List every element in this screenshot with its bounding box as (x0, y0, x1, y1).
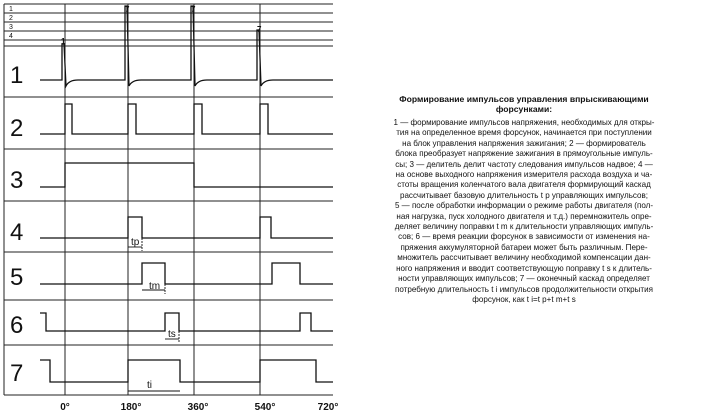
angle-label-720: 720° (317, 402, 339, 413)
angle-label-0: 0° (60, 402, 70, 413)
marker-7-c: 7 (257, 25, 262, 34)
marker-7-b: 7 (191, 5, 196, 14)
marker-7-a: 7 (125, 5, 130, 14)
row-label-2: 2 (10, 115, 24, 142)
waveforms (40, 6, 333, 382)
small-row-label-2: 2 (9, 15, 13, 22)
interval-labels (131, 237, 176, 391)
caption-line: рассчитывает базовую длительность t р управляющих импульсов; (399, 190, 649, 200)
row-label-7: 7 (10, 360, 24, 387)
caption-line: сов; 6 — время реакции форсунок в зависимости от изменения на- (398, 232, 650, 242)
angle-label-360: 360° (187, 402, 209, 413)
caption-line: множитель рассчитывает величину необходимой компенсации дан- (397, 253, 651, 263)
angle-label-180: 180° (120, 402, 142, 413)
caption-line: 1 — формирование импульсов напряжения, необходимых для откры- (393, 118, 655, 127)
timing-diagram (0, 0, 346, 414)
waveform-3 (40, 163, 333, 187)
degree-lines (65, 4, 260, 395)
caption-line: ного напряжения и вводит соответствующую поправку t s к длитель- (396, 263, 652, 273)
caption-line: деляет величину поправки t m к длительности управляющих импуль- (394, 222, 654, 232)
interval-label-ts: ts (168, 329, 176, 340)
caption-title-line: Формирование импульсов управления впрыскивающими (399, 94, 649, 104)
caption-line: на блок управления напряжения зажигания; 2 — формирователь (402, 138, 646, 148)
caption-line: форсунок, как t i=t р+t m+t s (472, 294, 576, 304)
waveform-6 (40, 313, 333, 331)
caption-body (346, 118, 702, 305)
caption-line: тия на определенное время форсунок, начинается при поступлении (396, 128, 652, 138)
interval-label-ti: ti (147, 380, 152, 391)
caption-line: стоты вращения коленчатого вала двигателя формирующий каскад (397, 180, 651, 190)
row-label-5: 5 (10, 264, 24, 291)
small-row-labels (9, 6, 13, 40)
small-row-label-4: 4 (9, 33, 13, 40)
interval-label-tp: tp (131, 237, 140, 248)
caption-line: потребную длительность t i импульсов продолжительности открытия (395, 284, 653, 294)
small-row-label-1: 1 (9, 6, 13, 13)
caption-title-line: форсунками: (495, 104, 553, 114)
caption-line: пряжения аккумуляторной батареи может быть различным. Пере- (400, 242, 648, 252)
caption-line: блока преобразует напряжение зажигания в прямоугольные импуль- (395, 149, 653, 159)
caption-line: ности управляющих импульсов; 7 — оконечный каскад определяет (398, 274, 650, 284)
waveform-7 (40, 360, 333, 382)
row-label-1: 1 (10, 62, 24, 89)
interval-arrows (128, 238, 180, 391)
caption-block (346, 94, 702, 305)
waveform-2 (40, 104, 333, 134)
caption-line: на основе выходного напряжения измерителя расхода воздуха и ча- (395, 170, 653, 180)
small-row-label-3: 3 (9, 24, 13, 31)
caption-line: сы; 3 — делитель делит частоту следования импульсов надвое; 4 — (395, 159, 653, 169)
interval-label-tm: tm (149, 281, 161, 292)
caption-line: ная нагрузка, пуск холодного двигателя и т.д.) перемножитель опре- (396, 211, 652, 221)
row-label-4: 4 (10, 219, 24, 246)
waveform-4 (40, 217, 333, 238)
waveform-5 (40, 263, 333, 284)
caption-line: 5 — после обработки информации о режиме работы двигателя (пол- (394, 201, 654, 211)
angle-label-540: 540° (254, 402, 276, 413)
row-labels (10, 62, 23, 387)
caption-title (346, 94, 702, 114)
angle-labels (60, 402, 338, 413)
marker-1-a: 1 (61, 37, 66, 46)
row-label-6: 6 (10, 312, 24, 339)
row-label-3: 3 (10, 167, 24, 194)
